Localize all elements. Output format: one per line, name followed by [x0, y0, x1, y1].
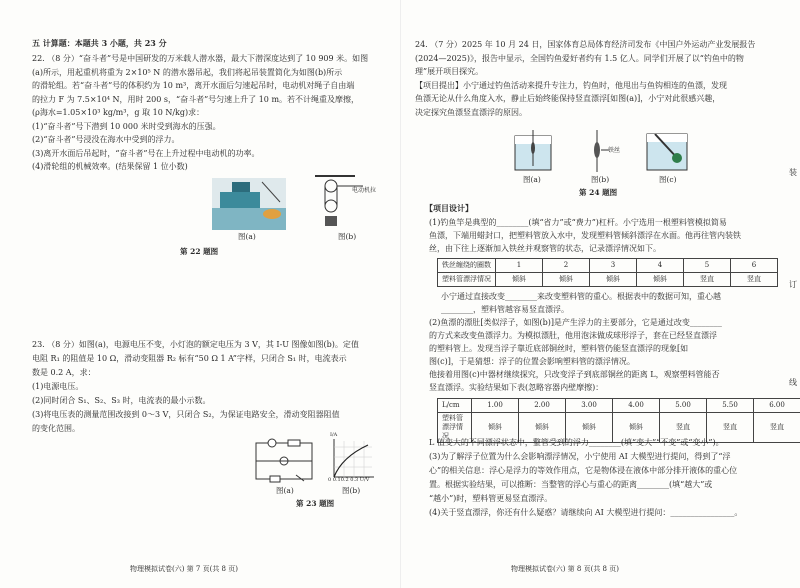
table-row — [438, 273, 778, 287]
table-cell: 竖直 — [707, 413, 754, 443]
text-line: (2)鱼漂的漂肚[类似浮子，如图(b)]是产生浮力的主要部分，它是通过改变________ — [429, 318, 722, 327]
table-cell: 倾斜 — [566, 413, 613, 443]
table-cell: 6 — [731, 259, 778, 273]
text-line: (1)“奋斗者”号下潜到 10 000 米时受到海水的压强。 — [32, 121, 221, 131]
text-line: (2024—2025)》，报告中显示，全国钓鱼爱好者约有 1.5 亿人。同学们开展了以“钓鱼中的物 — [415, 53, 744, 63]
text-line: 鱼漂无论从什么角度入水，静止后始终能保持竖直漂浮[如图(a)]，小宁对此很感兴趣， — [415, 94, 721, 103]
table-header-cell: L/cm — [438, 399, 472, 413]
table-header-cell: 塑料管漂浮情况 — [438, 273, 496, 287]
table-cell: 1.00 — [472, 399, 519, 413]
table-cell: 4 — [637, 259, 684, 273]
table-row — [438, 259, 778, 273]
q23-caption: 第 23 题图 — [296, 499, 335, 508]
text-line: 理”展开项目探究。 — [415, 67, 484, 76]
graph-y-label: I/A — [330, 432, 338, 438]
table-cell: 2.00 — [519, 399, 566, 413]
text-line: L 值变大的不同漂浮状态中，整管受到的浮力________(填“变大”“不变”或“变小”)。 — [429, 438, 724, 447]
text-line: (2)同时闭合 S₁、S₂、S₃ 时，电流表的最小示数。 — [32, 396, 211, 405]
wire-table — [437, 258, 778, 287]
text-line: 丝，由下往上逐渐加入铁丝并观察管的状态，记录漂浮情况如下。 — [429, 244, 661, 253]
q22-fig-a-label: 图(a) — [238, 232, 256, 241]
table-cell: 倾斜 — [590, 273, 637, 287]
float-fig-c — [645, 130, 689, 172]
text-line: (3)离开水面后吊起时，“奋斗者”号在上升过程中电动机的功率。 — [32, 148, 260, 158]
table-header-cell: 铁丝缠绕的圈数 — [438, 259, 496, 273]
q22-fig-b-label: 图(b) — [338, 232, 357, 241]
table-cell: 竖直 — [660, 413, 707, 443]
table-header-cell: 塑料管漂浮情况 — [438, 413, 472, 443]
text-line: (2)“奋斗者”号浸没在海水中受到的浮力。 — [32, 135, 180, 144]
design-part-3 — [429, 436, 742, 520]
text-line: 的变化范围。 — [32, 424, 80, 433]
left-footer: 物理模拟试卷(六) 第 7 页(共 8 页) — [130, 564, 238, 573]
q23-fig-a-label: 图(a) — [276, 486, 294, 495]
text-line: 他接着用图(c)中器材继续探究，只改变浮子到底部铜丝的距离 L，观察塑料管能否 — [429, 370, 720, 379]
table-cell: 2 — [543, 259, 590, 273]
circuit-diagram — [252, 437, 316, 485]
binding-char-1: 装 — [789, 168, 797, 177]
binding-char-2: 订 — [789, 280, 797, 289]
text-line: 22. （8 分）“奋斗者”号是中国研发的万米载人潜水器，最大下潜深度达到了 10 909 米。如图 — [32, 54, 369, 63]
section-title: 五 计算题：本题共 3 小题，共 23 分 — [32, 38, 167, 48]
text-line: 的塑料管上。发现当浮子靠近底部铜丝时，塑料管仍能竖直漂浮的现象[如 — [429, 344, 689, 353]
pulley-diagram — [315, 172, 385, 230]
table-cell: 5.50 — [707, 399, 754, 413]
text-line: ________，塑料管越容易竖直漂浮。 — [441, 305, 569, 314]
design-part-2 — [429, 316, 722, 394]
q22-caption: 第 22 题图 — [180, 247, 219, 256]
text-line: 24. （7 分）2025 年 10 月 24 日，国家体育总局体育经济司发布《中国户外运动产业发展报告 — [415, 40, 756, 49]
text-line: (3)为了解浮子位置为什么会影响漂浮情况，小宁使用 AI 大模型进行提问，得到了“浮 — [429, 452, 731, 461]
text-line: 的方式来改变鱼漂浮力。为模拟漂肚，他用泡沫做成球形浮子，套在已经竖直漂浮 — [429, 331, 717, 340]
text-line: (ρ海水=1.05×10³ kg/m³，g 取 10 N/kg)求： — [32, 108, 205, 117]
text-line: 小宁通过直接改变________来改变塑料管的重心。根据表中的数据可知，重心越 — [441, 292, 721, 301]
text-line: 鱼漂，下端用蜡封口，把塑料管放入水中，发现塑料管倾斜漂浮在水面。他再往管内装铁 — [429, 231, 741, 240]
float-fig-a — [513, 130, 553, 172]
text-line: 竖直漂浮。实验结果如下表(忽略容器内壁摩擦)： — [429, 383, 604, 392]
right-page — [400, 0, 800, 588]
text-line: (1)钓鱼竿是典型的________(填“省力”或“费力”)杠杆。小宁选用一根塑料管模拟简易 — [429, 218, 727, 227]
question-23 — [32, 338, 359, 436]
table-cell: 5.00 — [660, 399, 707, 413]
table-cell: 5 — [684, 259, 731, 273]
text-line: 心”的相关信息：浮心是浮力的等效作用点，它是物体浸在液体中部分排开液体的重心位 — [429, 466, 738, 475]
design-title: 【项目设计】 — [425, 203, 473, 213]
table-cell: 倾斜 — [496, 273, 543, 287]
table-row — [438, 399, 800, 413]
graph-x-label: 0 0.10.2 0.3 U/V — [328, 477, 370, 483]
fig-b-label: 图(b) — [591, 175, 610, 184]
text-line: (4)关于竖直漂浮，你还有什么疑惑？请继续向 AI 大模型进行提问：________________。 — [429, 508, 743, 517]
design-part-1 — [429, 216, 741, 255]
q24-caption: 第 24 题图 — [579, 188, 618, 197]
text-line: (a)所示，用起重机将重为 2×10⁵ N 的潜水器吊起，我们将起吊装置简化为如图(b)所示 — [32, 67, 343, 77]
text-line: 23. （8 分）如图(a)，电源电压不变，小灯泡的额定电压为 3 V，其 I-U 图像如图(b)。定值 — [32, 340, 359, 349]
text-line: 决定探究鱼漂竖直漂浮的原因。 — [415, 107, 527, 117]
table-cell: 4.00 — [613, 399, 660, 413]
text-line: (3)将电压表的测量范围改接到 0～3 V，只闭合 S₂，为保证电路安全，滑动变阻器阻值 — [32, 410, 340, 419]
crane-photo — [212, 178, 286, 230]
table-cell: 竖直 — [684, 273, 731, 287]
right-footer: 物理模拟试卷(六) 第 8 页(共 8 页) — [511, 564, 619, 573]
table-cell: 1 — [496, 259, 543, 273]
fig-a-label: 图(a) — [523, 175, 541, 184]
binding-char-3: 线 — [789, 378, 797, 387]
table-cell: 倾斜 — [543, 273, 590, 287]
text-line: 数是 0.2 A，求： — [32, 368, 96, 377]
table-cell: 竖直 — [754, 413, 800, 443]
q23-fig-b-label: 图(b) — [342, 486, 361, 495]
table-cell: 倾斜 — [613, 413, 660, 443]
text-line: 的拉力 F 为 7.5×10⁴ N，用时 200 s，“奋斗者”号匀速上升了 10 m。若不计绳重及摩擦， — [32, 94, 360, 104]
table-cell: 6.00 — [754, 399, 800, 413]
table-cell: 竖直 — [731, 273, 778, 287]
question-22 — [32, 52, 368, 174]
motor-label: 电动机拉 — [352, 187, 377, 194]
fig-c-label: 图(c) — [659, 175, 677, 184]
table-cell: 倾斜 — [519, 413, 566, 443]
table-cell: 3 — [590, 259, 637, 273]
question-24 — [415, 38, 755, 119]
text-line: 【项目提出】小宁通过钓鱼活动来提升专注力，钓鱼时，他甩出与鱼钩相连的鱼漂，发现 — [415, 80, 727, 90]
text-line: 电阻 R₁ 的阻值是 10 Ω，滑动变阻器 R₂ 标有“50 Ω 1 A”字样，只闭合 S₁ 时，电流表示 — [32, 354, 347, 363]
table-cell: 3.00 — [566, 399, 613, 413]
text-line: 的滑轮组。若“奋斗者”号的体积约为 10 m³，离开水面后匀速起吊时，电动机对绳子自由端 — [32, 81, 355, 90]
text-line: (4)滑轮组的机械效率。(结果保留 1 位小数) — [32, 162, 188, 171]
text-line: 置。根据实验结果，可以推断：当整管的浮心与重心的距离________(填“越大”或 — [429, 480, 713, 489]
design-part-1b — [441, 290, 721, 316]
section-header — [32, 38, 167, 48]
table-cell: 倾斜 — [637, 273, 684, 287]
text-line: “越小”)时，塑料管更易竖直漂浮。 — [429, 494, 553, 503]
table-cell: 倾斜 — [472, 413, 519, 443]
text-line: (1)电源电压。 — [32, 382, 84, 391]
text-line: 图(c)]，于是猜想：浮子的位置会影响塑料管的漂浮情况。 — [429, 357, 635, 366]
wire-label: 铁丝 — [608, 147, 621, 154]
